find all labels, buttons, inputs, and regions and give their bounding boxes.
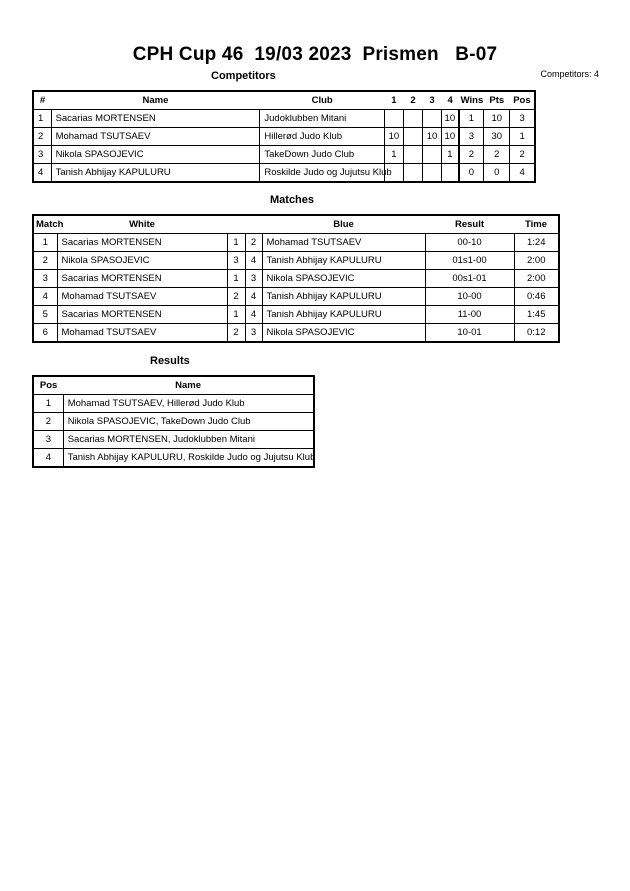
results-table [32,375,315,468]
table-row [33,395,314,413]
result-name: Nikola SPASOJEVIC, TakeDown Judo Club [63,413,314,431]
competitor-name: Tanish Abhijay KAPULURU [51,164,260,183]
competitor-wins: 3 [459,128,484,146]
score-vs-2 [403,110,422,128]
col-header-spacer [227,215,245,234]
match-number: 1 [33,234,57,252]
white-player: Sacarias MORTENSEN [57,234,227,252]
result-pos: 3 [33,431,63,449]
competitor-pts: 10 [484,110,510,128]
competitors-header-row [33,91,535,110]
matches-heading: Matches [270,194,315,206]
col-header-4: 4 [442,91,459,110]
competitor-club: TakeDown Judo Club [260,146,384,164]
blue-player: Nikola SPASOJEVIC [262,270,425,288]
table-row [33,306,559,324]
competitor-pts: 30 [484,128,510,146]
result-name: Sacarias MORTENSEN, Judoklubben Mitani [63,431,314,449]
blue-number: 4 [245,252,262,270]
col-header-number: # [33,91,51,110]
competitor-name: Mohamad TSUTSAEV [51,128,260,146]
blue-number: 2 [245,234,262,252]
score-vs-4 [442,164,459,183]
result-name: Mohamad TSUTSAEV, Hillerød Judo Klub [63,395,314,413]
score-vs-1 [384,110,403,128]
white-player: Nikola SPASOJEVIC [57,252,227,270]
competitor-pos: 4 [510,164,535,183]
col-header-white: White [57,215,227,234]
competitor-number: 3 [33,146,51,164]
col-header-club: Club [260,91,384,110]
score-vs-2 [403,146,422,164]
competitor-pts: 2 [484,146,510,164]
match-number: 3 [33,270,57,288]
competitor-number: 1 [33,110,51,128]
white-player: Sacarias MORTENSEN [57,306,227,324]
white-number: 2 [227,324,245,343]
results-header-row [33,376,314,395]
score-vs-3: 10 [423,128,442,146]
white-number: 1 [227,306,245,324]
competitor-wins: 1 [459,110,484,128]
competitor-pos: 1 [510,128,535,146]
page-title: CPH Cup 46 19/03 2023 Prismen B-07 [132,44,498,65]
match-number: 5 [33,306,57,324]
matches-header-row [33,215,559,234]
competitor-name: Sacarias MORTENSEN [51,110,260,128]
match-result: 00-10 [425,234,514,252]
blue-number: 4 [245,288,262,306]
score-vs-2 [403,128,422,146]
table-row [33,431,314,449]
table-row [33,234,559,252]
competitor-club: Hillerød Judo Klub [260,128,384,146]
blue-number: 4 [245,306,262,324]
col-header-pos: Pos [33,376,63,395]
match-number: 4 [33,288,57,306]
score-vs-3 [423,110,442,128]
score-vs-3 [423,164,442,183]
score-vs-4: 1 [442,146,459,164]
competitor-name: Nikola SPASOJEVIC [51,146,260,164]
score-vs-1: 10 [384,128,403,146]
competitor-club: Roskilde Judo og Jujutsu Klub [260,164,384,183]
result-pos: 1 [33,395,63,413]
competitor-pts: 0 [484,164,510,183]
match-result: 10-00 [425,288,514,306]
match-time: 0:46 [514,288,559,306]
col-header-3: 3 [423,91,442,110]
white-number: 1 [227,234,245,252]
white-number: 3 [227,252,245,270]
white-player: Mohamad TSUTSAEV [57,288,227,306]
match-number: 6 [33,324,57,343]
match-result: 10-01 [425,324,514,343]
table-row [33,449,314,468]
table-row [33,413,314,431]
blue-number: 3 [245,324,262,343]
table-row [33,270,559,288]
competitor-wins: 2 [459,146,484,164]
col-header-result: Result [425,215,514,234]
competitor-number: 4 [33,164,51,183]
col-header-spacer [245,215,262,234]
result-pos: 4 [33,449,63,468]
blue-player: Nikola SPASOJEVIC [262,324,425,343]
col-header-pos: Pos [510,91,535,110]
match-time: 2:00 [514,270,559,288]
white-player: Sacarias MORTENSEN [57,270,227,288]
result-pos: 2 [33,413,63,431]
table-row [33,288,559,306]
match-time: 0:12 [514,324,559,343]
col-header-time: Time [514,215,559,234]
col-header-2: 2 [403,91,422,110]
table-row [33,146,535,164]
blue-number: 3 [245,270,262,288]
table-row [33,164,535,183]
score-vs-2 [403,164,422,183]
score-vs-4: 10 [442,110,459,128]
white-player: Mohamad TSUTSAEV [57,324,227,343]
blue-player: Tanish Abhijay KAPULURU [262,306,425,324]
results-heading: Results [150,355,190,367]
competitor-club: Judoklubben Mitani [260,110,384,128]
match-time: 2:00 [514,252,559,270]
competitor-wins: 0 [459,164,484,183]
blue-player: Tanish Abhijay KAPULURU [262,252,425,270]
match-time: 1:45 [514,306,559,324]
table-row [33,128,535,146]
white-number: 1 [227,270,245,288]
result-name: Tanish Abhijay KAPULURU, Roskilde Judo og Jujutsu Klub [63,449,314,468]
blue-player: Mohamad TSUTSAEV [262,234,425,252]
competitor-pos: 3 [510,110,535,128]
col-header-wins: Wins [459,91,484,110]
match-time: 1:24 [514,234,559,252]
blue-player: Tanish Abhijay KAPULURU [262,288,425,306]
table-row [33,324,559,343]
match-result: 01s1-00 [425,252,514,270]
competitor-pos: 2 [510,146,535,164]
white-number: 2 [227,288,245,306]
col-header-pts: Pts [484,91,510,110]
match-result: 11-00 [425,306,514,324]
col-header-name: Name [63,376,314,395]
col-header-blue: Blue [262,215,425,234]
col-header-match: Match [33,215,57,234]
score-vs-3 [423,146,442,164]
score-vs-4: 10 [442,128,459,146]
col-header-name: Name [51,91,260,110]
competitor-number: 2 [33,128,51,146]
competitors-heading: Competitors [211,70,276,82]
matches-table [32,214,560,343]
competitors-count: Competitors: 4 [540,69,599,79]
competitors-table [32,90,536,183]
match-result: 00s1-01 [425,270,514,288]
table-row [33,252,559,270]
table-row [33,110,535,128]
match-number: 2 [33,252,57,270]
col-header-1: 1 [384,91,403,110]
score-vs-1: 1 [384,146,403,164]
